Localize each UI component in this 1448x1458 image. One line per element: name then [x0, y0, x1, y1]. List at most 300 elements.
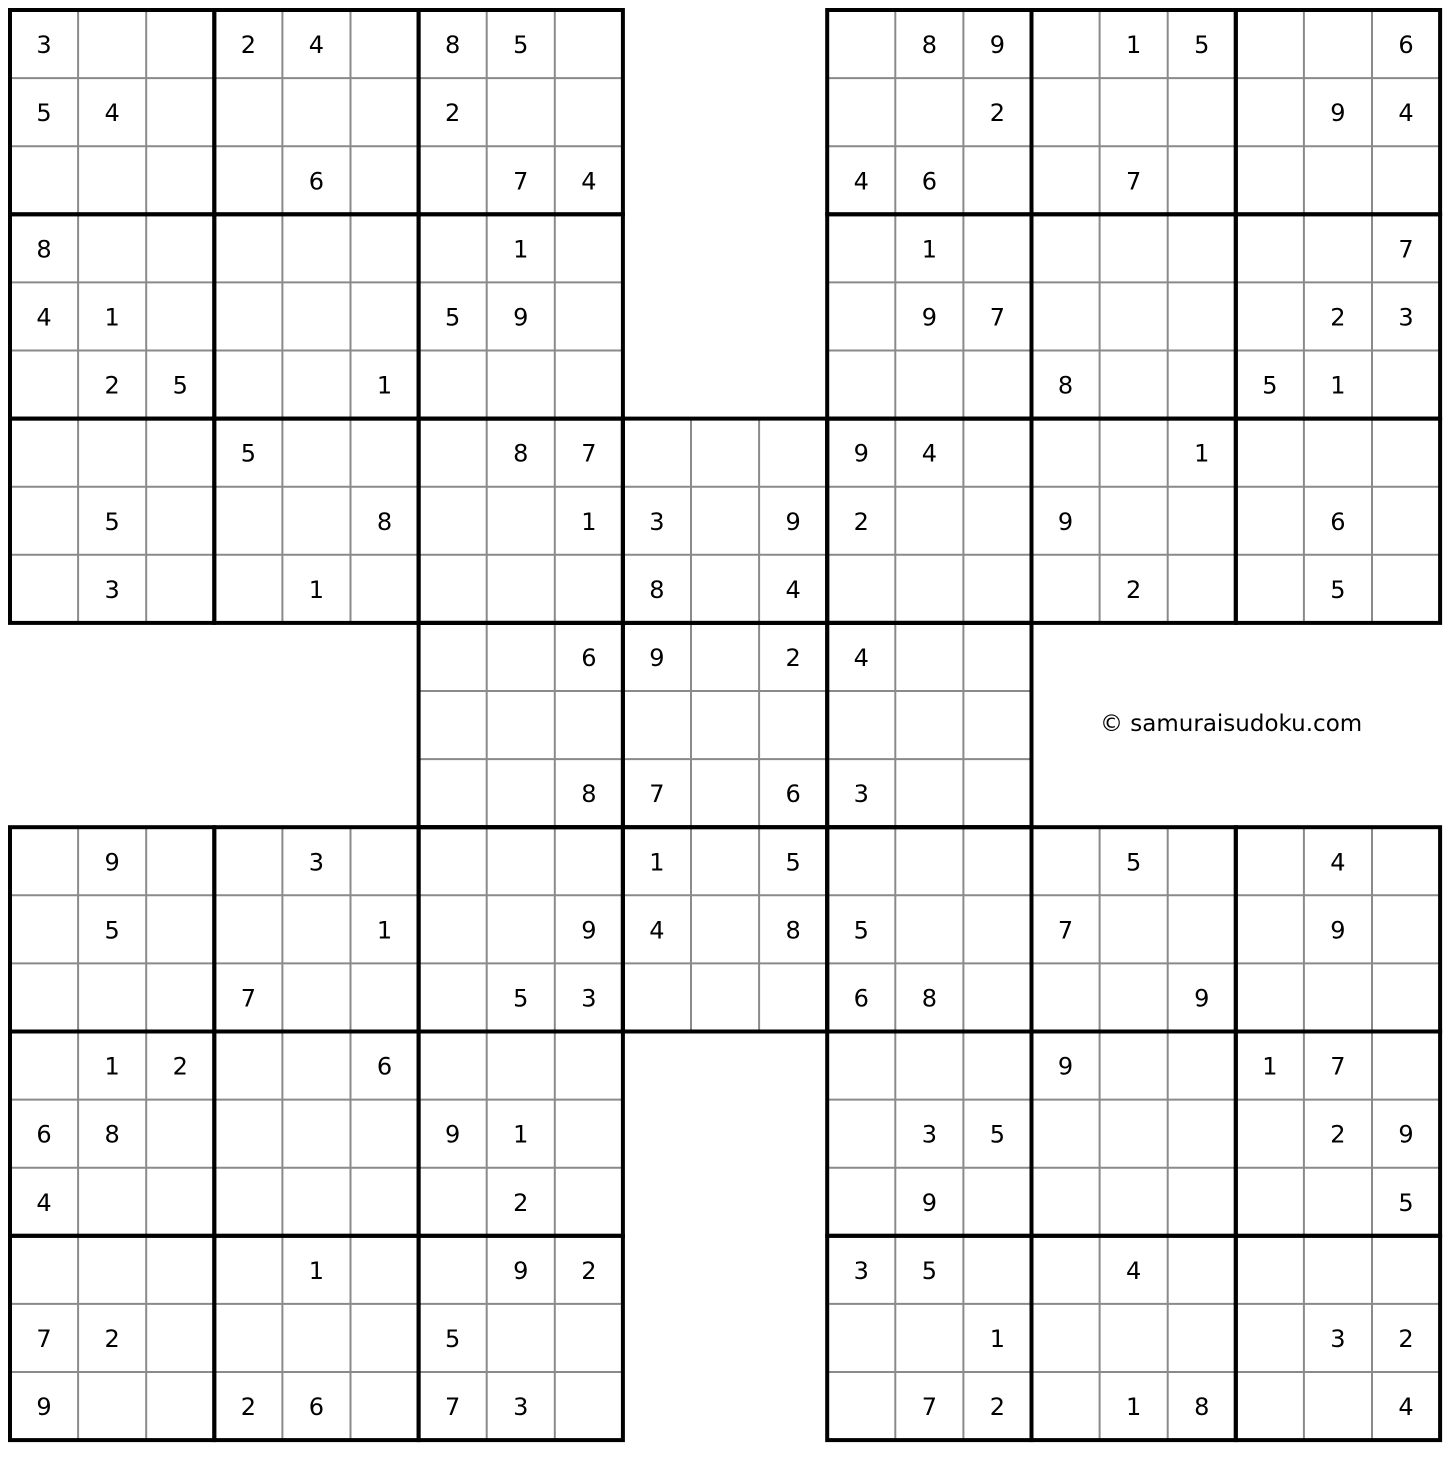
given-digit: 9 [1398, 1120, 1414, 1149]
cell[interactable] [691, 555, 759, 623]
cell[interactable] [1168, 895, 1236, 963]
cell[interactable] [146, 1100, 214, 1168]
cell[interactable] [10, 963, 78, 1031]
cell[interactable] [963, 691, 1031, 759]
cell[interactable] [963, 1236, 1031, 1304]
cell[interactable] [1372, 146, 1440, 214]
cell[interactable] [691, 963, 759, 1031]
cell[interactable] [1100, 214, 1168, 282]
cell[interactable] [1236, 1100, 1304, 1168]
cell[interactable] [827, 214, 895, 282]
cell[interactable] [1168, 78, 1236, 146]
cell[interactable] [963, 895, 1031, 963]
given-digit: 5 [445, 303, 461, 332]
cell[interactable] [1236, 10, 1304, 78]
cell[interactable] [1236, 1304, 1304, 1372]
cell[interactable] [1032, 78, 1100, 146]
cell[interactable] [963, 351, 1031, 419]
cell[interactable] [214, 1032, 282, 1100]
given-digit: 9 [921, 303, 937, 332]
cell[interactable] [146, 10, 214, 78]
given-digit: 5 [172, 371, 188, 400]
given-digit: 3 [1330, 1324, 1346, 1353]
cell[interactable] [1236, 1168, 1304, 1236]
cell[interactable] [1100, 487, 1168, 555]
given-digit: 8 [785, 916, 801, 945]
cell[interactable] [1032, 1372, 1100, 1440]
cell[interactable] [555, 1100, 623, 1168]
cell[interactable] [487, 78, 555, 146]
cell[interactable] [827, 1032, 895, 1100]
cell[interactable] [1304, 214, 1372, 282]
cell[interactable] [1236, 963, 1304, 1031]
cell[interactable] [419, 1168, 487, 1236]
cell[interactable] [1236, 78, 1304, 146]
given-digit: 4 [1126, 1256, 1142, 1285]
cell[interactable] [282, 1100, 350, 1168]
cell[interactable] [419, 691, 487, 759]
cell[interactable] [487, 827, 555, 895]
cell[interactable] [895, 555, 963, 623]
cell[interactable] [146, 419, 214, 487]
cell[interactable] [827, 1100, 895, 1168]
cell[interactable] [78, 1168, 146, 1236]
cell[interactable] [827, 10, 895, 78]
cell[interactable] [1100, 1168, 1168, 1236]
given-digit: 3 [853, 780, 869, 809]
given-digit: 8 [36, 235, 52, 264]
cell[interactable] [419, 555, 487, 623]
cell[interactable] [351, 555, 419, 623]
given-digit: 6 [376, 1052, 393, 1081]
cell[interactable] [1372, 487, 1440, 555]
cell[interactable] [895, 1304, 963, 1372]
cell[interactable] [759, 419, 827, 487]
cell[interactable] [555, 1168, 623, 1236]
cell[interactable] [419, 146, 487, 214]
cell[interactable] [895, 351, 963, 419]
cell[interactable] [691, 487, 759, 555]
cell[interactable] [1100, 1100, 1168, 1168]
cell[interactable] [963, 759, 1031, 827]
given-digit: 1 [308, 1256, 325, 1285]
given-digit: 1 [1126, 31, 1142, 60]
cell[interactable] [1100, 282, 1168, 350]
cell[interactable] [10, 351, 78, 419]
cell[interactable] [1168, 146, 1236, 214]
cell[interactable] [487, 1032, 555, 1100]
cell[interactable] [1304, 1236, 1372, 1304]
cell[interactable] [78, 146, 146, 214]
cell[interactable] [623, 691, 691, 759]
given-digit: 2 [240, 31, 256, 60]
cell[interactable] [214, 827, 282, 895]
cell[interactable] [963, 487, 1031, 555]
cell[interactable] [895, 623, 963, 691]
cell[interactable] [895, 487, 963, 555]
cell[interactable] [1236, 1372, 1304, 1440]
cell[interactable] [214, 1304, 282, 1372]
cell[interactable] [487, 895, 555, 963]
cell[interactable] [827, 78, 895, 146]
cell[interactable] [146, 1372, 214, 1440]
cell[interactable] [1372, 963, 1440, 1031]
given-digit: 5 [104, 507, 120, 536]
given-digit: 9 [513, 1256, 529, 1285]
given-digit: 2 [989, 99, 1006, 128]
cell[interactable] [827, 282, 895, 350]
cell[interactable] [1100, 78, 1168, 146]
cell[interactable] [895, 691, 963, 759]
cell[interactable] [214, 214, 282, 282]
cell[interactable] [351, 1372, 419, 1440]
given-digit: 1 [376, 916, 393, 945]
cell[interactable] [78, 10, 146, 78]
cell[interactable] [487, 1304, 555, 1372]
cell[interactable] [146, 214, 214, 282]
cell[interactable] [419, 1236, 487, 1304]
given-digit: 1 [513, 235, 529, 264]
cell[interactable] [78, 1236, 146, 1304]
cell[interactable] [1032, 214, 1100, 282]
given-digit: 6 [1330, 507, 1346, 536]
cell[interactable] [487, 487, 555, 555]
cell[interactable] [214, 282, 282, 350]
given-digit: 9 [649, 643, 665, 672]
cell[interactable] [10, 1236, 78, 1304]
cell[interactable] [10, 555, 78, 623]
given-digit: 2 [1330, 303, 1346, 332]
given-digit: 4 [1398, 1393, 1414, 1422]
cell[interactable] [419, 214, 487, 282]
cell[interactable] [1236, 555, 1304, 623]
cell[interactable] [419, 895, 487, 963]
cell[interactable] [1032, 1304, 1100, 1372]
given-digit: 9 [1194, 984, 1210, 1013]
cell[interactable] [1032, 419, 1100, 487]
cell[interactable] [827, 1304, 895, 1372]
cell[interactable] [351, 214, 419, 282]
cell[interactable] [282, 1168, 350, 1236]
cell[interactable] [963, 1168, 1031, 1236]
cell[interactable] [1032, 1100, 1100, 1168]
given-digit: 4 [581, 167, 597, 196]
cell[interactable] [1100, 419, 1168, 487]
cell[interactable] [759, 963, 827, 1031]
cell[interactable] [1168, 282, 1236, 350]
cell[interactable] [146, 1304, 214, 1372]
given-digit: 5 [1330, 575, 1346, 604]
cell[interactable] [282, 963, 350, 1031]
cell[interactable] [1032, 1236, 1100, 1304]
cell[interactable] [1236, 146, 1304, 214]
cell[interactable] [351, 146, 419, 214]
cell[interactable] [963, 419, 1031, 487]
cell[interactable] [1032, 555, 1100, 623]
cell[interactable] [555, 555, 623, 623]
given-digit: 3 [649, 507, 665, 536]
given-digit: 6 [785, 780, 801, 809]
cell[interactable] [1100, 1304, 1168, 1372]
cell[interactable] [214, 487, 282, 555]
given-digit: 4 [36, 1188, 52, 1217]
cell[interactable] [146, 146, 214, 214]
cell[interactable] [1168, 1304, 1236, 1372]
cell[interactable] [555, 282, 623, 350]
cell[interactable] [214, 78, 282, 146]
cell[interactable] [1032, 1168, 1100, 1236]
cell[interactable] [146, 895, 214, 963]
cell[interactable] [282, 1032, 350, 1100]
cell[interactable] [691, 827, 759, 895]
cell[interactable] [1372, 1032, 1440, 1100]
given-digit: 9 [1057, 507, 1074, 536]
cell[interactable] [1100, 1032, 1168, 1100]
cell[interactable] [1100, 895, 1168, 963]
cell[interactable] [895, 759, 963, 827]
cell[interactable] [419, 759, 487, 827]
cell[interactable] [1304, 963, 1372, 1031]
cell[interactable] [10, 146, 78, 214]
cell[interactable] [78, 419, 146, 487]
cell[interactable] [78, 1372, 146, 1440]
cell[interactable] [1372, 419, 1440, 487]
cell[interactable] [1168, 1168, 1236, 1236]
cell[interactable] [963, 146, 1031, 214]
cell[interactable] [555, 691, 623, 759]
cell[interactable] [419, 487, 487, 555]
cell[interactable] [555, 214, 623, 282]
cell[interactable] [282, 895, 350, 963]
cell[interactable] [1100, 351, 1168, 419]
cell[interactable] [827, 1168, 895, 1236]
cell[interactable] [1304, 1372, 1372, 1440]
given-digit: 2 [989, 1393, 1006, 1422]
cell[interactable] [282, 282, 350, 350]
cell[interactable] [78, 214, 146, 282]
cell[interactable] [555, 827, 623, 895]
given-digit: 8 [104, 1120, 120, 1149]
given-digit: 8 [1194, 1393, 1210, 1422]
cell[interactable] [214, 1100, 282, 1168]
cell[interactable] [1372, 895, 1440, 963]
cell[interactable] [1032, 282, 1100, 350]
cell[interactable] [1032, 827, 1100, 895]
cell[interactable] [487, 623, 555, 691]
cell[interactable] [351, 419, 419, 487]
given-digit: 8 [649, 575, 665, 604]
cell[interactable] [487, 691, 555, 759]
cell[interactable] [146, 282, 214, 350]
cell[interactable] [214, 1236, 282, 1304]
cell[interactable] [555, 1304, 623, 1372]
cell[interactable] [691, 895, 759, 963]
cell[interactable] [10, 827, 78, 895]
cell[interactable] [214, 895, 282, 963]
cell[interactable] [214, 555, 282, 623]
cell[interactable] [895, 895, 963, 963]
cell[interactable] [691, 691, 759, 759]
cell[interactable] [282, 78, 350, 146]
cell[interactable] [963, 1032, 1031, 1100]
cell[interactable] [1372, 827, 1440, 895]
cell[interactable] [419, 351, 487, 419]
cell[interactable] [1372, 351, 1440, 419]
given-digit: 2 [1126, 575, 1142, 604]
cell[interactable] [487, 555, 555, 623]
cell[interactable] [827, 1372, 895, 1440]
cell[interactable] [1304, 146, 1372, 214]
given-digit: 4 [1330, 848, 1346, 877]
cell[interactable] [487, 351, 555, 419]
cell[interactable] [963, 623, 1031, 691]
cell[interactable] [146, 555, 214, 623]
given-digit: 1 [1194, 439, 1210, 468]
cell[interactable] [351, 1168, 419, 1236]
cell[interactable] [1236, 487, 1304, 555]
cell[interactable] [1168, 1032, 1236, 1100]
cell[interactable] [1032, 963, 1100, 1031]
cell[interactable] [555, 1032, 623, 1100]
cell[interactable] [419, 827, 487, 895]
cell[interactable] [419, 419, 487, 487]
cell[interactable] [487, 759, 555, 827]
cell[interactable] [282, 351, 350, 419]
cell[interactable] [1168, 827, 1236, 895]
cell[interactable] [351, 10, 419, 78]
cell[interactable] [282, 419, 350, 487]
cell[interactable] [282, 1304, 350, 1372]
cell[interactable] [214, 1168, 282, 1236]
cell[interactable] [827, 691, 895, 759]
cell[interactable] [1372, 1236, 1440, 1304]
given-digit: 9 [445, 1120, 461, 1149]
given-digit: 4 [104, 99, 120, 128]
cell[interactable] [691, 759, 759, 827]
cell[interactable] [351, 1304, 419, 1372]
cell[interactable] [963, 827, 1031, 895]
cell[interactable] [1304, 1168, 1372, 1236]
cell[interactable] [623, 419, 691, 487]
cell[interactable] [555, 78, 623, 146]
cell[interactable] [351, 78, 419, 146]
cell[interactable] [146, 1236, 214, 1304]
cell[interactable] [214, 146, 282, 214]
cell[interactable] [146, 1168, 214, 1236]
cell[interactable] [1168, 1236, 1236, 1304]
cell[interactable] [1236, 895, 1304, 963]
cell[interactable] [146, 78, 214, 146]
given-digit: 2 [1330, 1120, 1346, 1149]
cell[interactable] [282, 214, 350, 282]
cell[interactable] [1236, 419, 1304, 487]
given-digit: 8 [513, 439, 529, 468]
given-digit: 5 [1262, 371, 1278, 400]
given-digit: 4 [308, 31, 325, 60]
cell[interactable] [1168, 555, 1236, 623]
cell[interactable] [78, 963, 146, 1031]
given-digit: 2 [1398, 1324, 1414, 1353]
cell[interactable] [146, 827, 214, 895]
cell[interactable] [963, 963, 1031, 1031]
cell[interactable] [1236, 827, 1304, 895]
given-digit: 1 [581, 507, 597, 536]
cell[interactable] [895, 827, 963, 895]
given-digit: 5 [1126, 848, 1142, 877]
cell[interactable] [1100, 963, 1168, 1031]
given-digit: 2 [104, 1324, 120, 1353]
cell[interactable] [827, 827, 895, 895]
cell[interactable] [146, 963, 214, 1031]
cell[interactable] [827, 351, 895, 419]
cell[interactable] [1304, 419, 1372, 487]
cell[interactable] [1236, 214, 1304, 282]
cell[interactable] [1304, 10, 1372, 78]
cell[interactable] [419, 963, 487, 1031]
given-digit: 9 [1330, 916, 1346, 945]
given-digit: 1 [308, 575, 325, 604]
cell[interactable] [1236, 1236, 1304, 1304]
cell[interactable] [759, 691, 827, 759]
cell[interactable] [419, 623, 487, 691]
cell[interactable] [10, 487, 78, 555]
cell[interactable] [1168, 351, 1236, 419]
given-digit: 3 [36, 31, 52, 60]
given-digit: 2 [172, 1052, 188, 1081]
given-digit: 9 [785, 507, 801, 536]
given-digit: 7 [445, 1393, 461, 1422]
cell[interactable] [10, 1032, 78, 1100]
cell[interactable] [351, 1100, 419, 1168]
cell[interactable] [419, 1032, 487, 1100]
cell[interactable] [214, 351, 282, 419]
cell[interactable] [10, 895, 78, 963]
cell[interactable] [1168, 1100, 1236, 1168]
cell[interactable] [555, 10, 623, 78]
cell[interactable] [895, 78, 963, 146]
cell[interactable] [691, 623, 759, 691]
given-digit: 7 [1330, 1052, 1346, 1081]
cell[interactable] [691, 419, 759, 487]
cell[interactable] [555, 1372, 623, 1440]
cell[interactable] [895, 1032, 963, 1100]
given-digit: 2 [853, 507, 869, 536]
given-digit: 4 [853, 167, 869, 196]
given-digit: 7 [989, 303, 1006, 332]
cell[interactable] [1236, 282, 1304, 350]
cell[interactable] [963, 214, 1031, 282]
cell[interactable] [1372, 555, 1440, 623]
cell[interactable] [827, 555, 895, 623]
cell[interactable] [10, 419, 78, 487]
cell[interactable] [351, 1236, 419, 1304]
cell[interactable] [623, 963, 691, 1031]
cell[interactable] [1032, 10, 1100, 78]
cell[interactable] [351, 282, 419, 350]
cell[interactable] [1168, 214, 1236, 282]
cell[interactable] [963, 555, 1031, 623]
cell[interactable] [351, 963, 419, 1031]
cell[interactable] [282, 487, 350, 555]
cell[interactable] [351, 827, 419, 895]
given-digit: 2 [104, 371, 120, 400]
cell[interactable] [555, 351, 623, 419]
cell[interactable] [1032, 146, 1100, 214]
cell[interactable] [146, 487, 214, 555]
given-digit: 1 [649, 848, 665, 877]
given-digit: 2 [581, 1256, 597, 1285]
cell[interactable] [1168, 487, 1236, 555]
